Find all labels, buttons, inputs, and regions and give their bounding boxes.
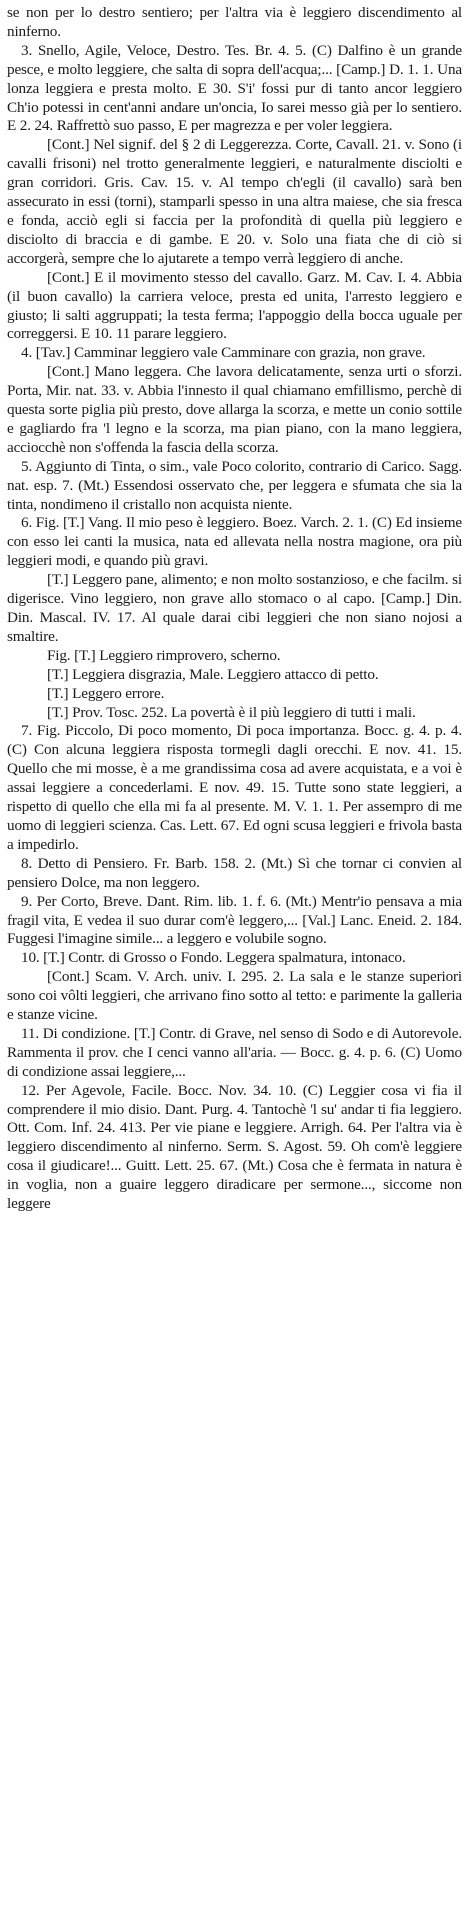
sense-11-paragraph: 11. Di condizione. [T.] Contr. di Grave, nel senso di Sodo e di Autorevole. Rammenta il prov. che I cenci vanno all'aria. — Bocc. g. 4. p. 6. (C) Uomo di condizione assai leggiere,...	[7, 1024, 462, 1080]
dictionary-page	[7, 4, 462, 1922]
errore-paragraph: [T.] Leggero errore.	[47, 684, 165, 702]
sense-6-paragraph: 6. Fig. [T.] Vang. Il mio peso è leggiero. Boez. Varch. 2. 1. (C) Ed insieme con esso lei canti la musica, nata ed allevata nella nostra magione, ora più leggieri modi, e quando più gravi.	[7, 514, 462, 570]
cont-mano-leggera-paragraph: [Cont.] Mano leggera. Che lavora delicatamente, senza urti o sforzi. Porta, Mir. nat. 33. v. Abbia l'innesto il qual chiamano emfillismo, perchè di questa sorte piglia più presto, dove allarga la scorza, e mette un conio sottile e gagliardo fra 'l legno e la scorza, ma pian piano, con la mano leggiera, acciocchè non s'offenda la fascia della scorza.	[7, 363, 462, 456]
sense-9-paragraph: 9. Per Corto, Breve. Dant. Rim. lib. 1. f. 6. (Mt.) Mentr'io pensava a mia fragil vita, E vedea il suo durar com'è leggero,... [Val.] Lanc. Eneid. 2. 184. Fuggesi l'imagine simile... a leggero e volubile sogno.	[7, 892, 462, 948]
prov-tosc-paragraph: [T.] Prov. Tosc. 252. La povertà è il più leggiero di tutti i mali.	[47, 703, 416, 721]
sense-12-paragraph: 12. Per Agevole, Facile. Bocc. Nov. 34. 10. (C) Leggier cosa vi fia il comprendere il mio disio. Dant. Purg. 4. Tantochè 'l su' andar ti fia leggiero. Ott. Com. Inf. 24. 413. Per vie piane e leggiere. Arrigh. 64. Per l'altra via è leggiero discendimento al ninferno. Serm. S. Agost. 59. Oh com'è leggiere cosa il giudicare!... Guitt. Lett. 25. 67. (Mt.) Cosa che è fermata in natura è in voglia, non a guaire leggero diradicare per sermone..., siccome non leggere	[7, 1081, 462, 1213]
sense-7-paragraph: 7. Fig. Piccolo, Di poco momento, Di poca importanza. Bocc. g. 4. p. 4. (C) Con alcuna leggiera risposta tormegli dagli orecchi. E nov. 41. 15. Quello che mi mosse, è a me grandissima cosa ad avere acquistata, e a voi è assai leggiere a concederlami. E nov. 49. 15. Tutte sono state leggieri, a rispetto di quello che ella mi fa al presente. M. V. 1. 1. Per assempro di me uomo di leggieri scienza. Cas. Lett. 67. Ed ogni scusa leggieri e frivola basta a impedirlo.	[7, 722, 462, 853]
sense-8-paragraph: 8. Detto di Pensiero. Fr. Barb. 158. 2. (Mt.) Sì che tornar ci convien al pensiero Dolce, ma non leggero.	[7, 854, 462, 891]
leggero-pane-paragraph: [T.] Leggero pane, alimento; e non molto sostanzioso, e che facilm. si digerisce. Vino leggiero, non grave allo stomaco o al capo. [Camp.] Din. Din. Mascal. IV. 17. Al quale darai cibi leggieri che non siano nojosi a smaltire.	[7, 571, 462, 645]
cont-movimento-cavallo-paragraph: [Cont.] E il movimento stesso del cavallo. Garz. M. Cav. I. 4. Abbia (il buon cavallo) la carriera veloce, presta ed unita, l'arresto leggiero e giusto; li salti aggruppati; la testa ferma; l'appoggio della bocca uguale per correggersi. E 10. 11 parare leggiero.	[7, 268, 462, 343]
sense-10-paragraph: 10. [T.] Contr. di Grosso o Fondo. Leggera spalmatura, intonaco.	[21, 949, 406, 967]
cont-leggerezza-paragraph: [Cont.] Nel signif. del § 2 di Leggerezza. Corte, Cavall. 21. v. Sono (i cavalli frisoni) nel trotto generalmente leggieri, e naturalmente disciolti e gran corridori. Gris. Cav. 15. v. Al tempo ch'egli (il cavallo) sarà ben assecurato in essi (torni), stamparli spesso in una altra maiese, che sia fresca e fonda, acciò egli si faccia per la profondità di quella più leggiero e disciolto di braccia e di gambe. E 20. v. Solo una fiata che di ciò si accorgerà, sempre che lo ajutarete a tempo verrà leggiero di anche.	[7, 136, 462, 267]
sense-3-paragraph: 3. Snello, Agile, Veloce, Destro. Tes. Br. 4. 5. (C) Dalfino è un grande pesce, e molto leggiere, che salta di sopra dell'acqua;... [Camp.] D. 1. 1. Una lonza leggiera e presta molto. E 30. S'i' fossi pur di tanto ancor leggiero Ch'io potessi in cent'anni andare un'oncia, Io sarei messo già per lo sentiero. E 2. 24. Raffrettò suo passo, E per magrezza e per voler leggiera.	[7, 41, 462, 135]
sense-4-paragraph: 4. [Tav.] Camminar leggiero vale Camminare con grazia, non grave.	[21, 344, 426, 362]
paragraph-continuation: se non per lo destro sentiero; per l'altra via è leggiero discendimento al ninferno.	[7, 4, 462, 40]
sense-5-paragraph: 5. Aggiunto di Tinta, o sim., vale Poco colorito, contrario di Carico. Sagg. nat. esp. 7. (Mt.) Essendosi osservato che, per leggera e sfumata che sia la tinta, nondimeno il cristallo non acquista niente.	[7, 457, 462, 513]
cont-scam-paragraph: [Cont.] Scam. V. Arch. univ. I. 295. 2. La sala e le stanze superiori sono coi vôlti leggieri, che arrivano fino sotto al tetto: e parimente la galleria e stanze vicine.	[7, 968, 462, 1024]
disgrazia-paragraph: [T.] Leggiera disgrazia, Male. Leggiero attacco di petto.	[47, 665, 379, 683]
fig-rimprovero-paragraph: Fig. [T.] Leggiero rimprovero, scherno.	[47, 646, 281, 664]
